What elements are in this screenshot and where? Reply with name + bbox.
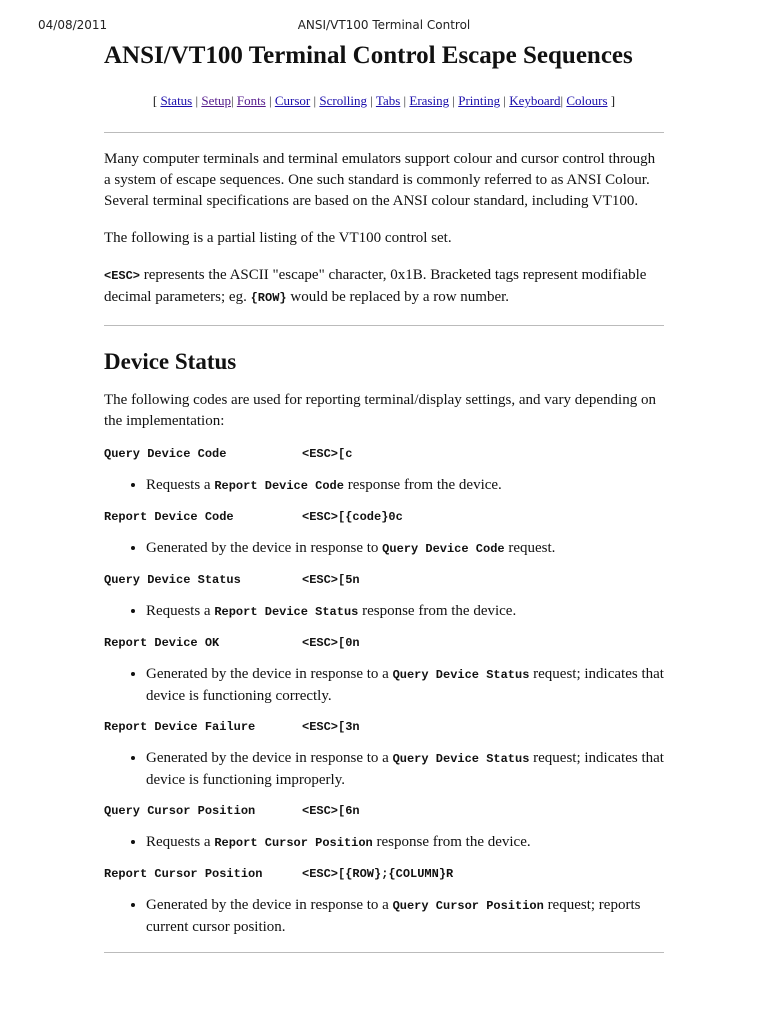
description-list bbox=[104, 894, 664, 938]
document-content bbox=[104, 36, 664, 953]
code-definition bbox=[104, 509, 664, 525]
nav-separator: | bbox=[560, 93, 564, 108]
description-text: Generated by the device in response to bbox=[146, 540, 383, 556]
list-item bbox=[146, 663, 664, 707]
description-text: response from the device. bbox=[343, 477, 502, 493]
nav-open-bracket: [ bbox=[152, 93, 158, 108]
nav-separator: | bbox=[269, 93, 272, 108]
list-item bbox=[146, 600, 664, 623]
escape-sequence: <ESC>[{ROW};{COLUMN}R bbox=[302, 867, 454, 881]
escape-sequence: <ESC>[3n bbox=[302, 720, 360, 734]
description-text: Requests a bbox=[146, 603, 215, 619]
code-definition bbox=[104, 719, 664, 735]
divider bbox=[104, 132, 664, 133]
nav-link-erasing[interactable]: Erasing bbox=[409, 93, 450, 108]
code-definition bbox=[104, 866, 664, 882]
code-definition bbox=[104, 446, 664, 462]
description-text: Requests a bbox=[146, 834, 215, 850]
escape-sequence: <ESC>[0n bbox=[302, 636, 360, 650]
list-item bbox=[146, 474, 664, 497]
code-name: Report Device OK bbox=[104, 636, 220, 650]
escape-sequence: <ESC>[c bbox=[302, 447, 353, 461]
code-name: Query Device Code bbox=[104, 447, 227, 461]
intro-paragraph: Many computer terminals and terminal emulators support colour and cursor control through a system of escape sequences. One such standard is commonly referred to as ANSI Colour. Several terminal specifications are based on the ANSI colour standard, including VT100. bbox=[104, 151, 656, 209]
description-text: Generated by the device in response to a bbox=[146, 750, 393, 766]
inline-code: <ESC> bbox=[104, 269, 141, 283]
code-name: Report Device Code bbox=[104, 510, 234, 524]
description-text: Generated by the device in response to a bbox=[146, 897, 393, 913]
inline-code: Report Device Code bbox=[214, 479, 344, 493]
escape-sequence: <ESC>[5n bbox=[302, 573, 360, 587]
print-header bbox=[0, 18, 768, 36]
print-date: 04/08/2011 bbox=[38, 18, 108, 32]
code-definition bbox=[104, 803, 664, 819]
section-nav bbox=[104, 92, 664, 110]
nav-close-bracket: ] bbox=[610, 93, 616, 108]
code-name: Report Device Failure bbox=[104, 720, 256, 734]
nav-link-colours[interactable]: Colours bbox=[566, 93, 608, 108]
divider bbox=[104, 952, 664, 953]
nav-link-scrolling[interactable]: Scrolling bbox=[319, 93, 368, 108]
print-title: ANSI/VT100 Terminal Control bbox=[297, 18, 471, 32]
nav-link-status[interactable]: Status bbox=[160, 93, 193, 108]
section-intro: The following codes are used for reporting terminal/display settings, and vary depending on the implementation: bbox=[104, 392, 656, 429]
description-list bbox=[104, 831, 664, 854]
description-text: response from the device. bbox=[358, 603, 517, 619]
description-list bbox=[104, 537, 664, 560]
nav-separator: | bbox=[370, 93, 373, 108]
nav-separator: | bbox=[503, 93, 506, 108]
inline-code: Query Device Status bbox=[392, 668, 530, 682]
description-list bbox=[104, 600, 664, 623]
inline-code: Report Cursor Position bbox=[214, 836, 373, 850]
nav-separator: | bbox=[403, 93, 407, 108]
code-definition bbox=[104, 572, 664, 588]
description-list bbox=[104, 663, 664, 707]
escape-sequence: <ESC>[{code}0c bbox=[302, 510, 403, 524]
page-title: ANSI/VT100 Terminal Control Escape Sequences bbox=[104, 42, 633, 69]
nav-link-keyboard[interactable]: Keyboard bbox=[509, 93, 561, 108]
description-text: response from the device. bbox=[372, 834, 531, 850]
inline-code: Report Device Status bbox=[214, 605, 359, 619]
inline-code: {ROW} bbox=[250, 291, 287, 305]
inline-code: Query Cursor Position bbox=[392, 899, 544, 913]
description-text: request; indicates that device is functioning improperly. bbox=[146, 750, 664, 788]
nav-link-setup[interactable]: Setup bbox=[201, 93, 231, 108]
intro-paragraph: The following is a partial listing of the VT100 control set. bbox=[104, 230, 452, 246]
intro-paragraph bbox=[104, 265, 664, 309]
nav-link-printing[interactable]: Printing bbox=[458, 93, 501, 108]
divider bbox=[104, 325, 664, 326]
section-heading: Device Status bbox=[104, 349, 237, 374]
code-name: Query Cursor Position bbox=[104, 804, 256, 818]
code-name: Query Device Status bbox=[104, 573, 241, 587]
list-item bbox=[146, 831, 664, 854]
list-item bbox=[146, 537, 664, 560]
nav-separator: | bbox=[452, 93, 455, 108]
escape-sequence: <ESC>[6n bbox=[302, 804, 360, 818]
list-item bbox=[146, 894, 664, 938]
inline-code: Query Device Code bbox=[382, 542, 505, 556]
description-text: Requests a bbox=[146, 477, 215, 493]
description-text: request; reports current cursor position. bbox=[146, 897, 641, 935]
list-item bbox=[146, 747, 664, 791]
description-text: Generated by the device in response to a bbox=[146, 666, 393, 682]
nav-separator: | bbox=[195, 93, 199, 108]
nav-link-fonts[interactable]: Fonts bbox=[236, 93, 266, 108]
paragraph-text: would be replaced by a row number. bbox=[286, 289, 510, 305]
description-list bbox=[104, 747, 664, 791]
code-definition bbox=[104, 635, 664, 651]
code-list bbox=[104, 446, 664, 938]
nav-separator: | bbox=[230, 93, 234, 108]
nav-link-cursor[interactable]: Cursor bbox=[274, 93, 311, 108]
nav-link-tabs[interactable]: Tabs bbox=[375, 93, 401, 108]
nav-separator: | bbox=[313, 93, 317, 108]
paragraph-text: represents the ASCII "escape" character, 0x1B. Bracketed tags represent modifiable decimal parameters; eg. bbox=[104, 267, 647, 305]
description-text: request. bbox=[504, 540, 556, 556]
inline-code: Query Device Status bbox=[392, 752, 530, 766]
description-text: request; indicates that device is functioning correctly. bbox=[146, 666, 664, 704]
code-name: Report Cursor Position bbox=[104, 867, 263, 881]
description-list bbox=[104, 474, 664, 497]
